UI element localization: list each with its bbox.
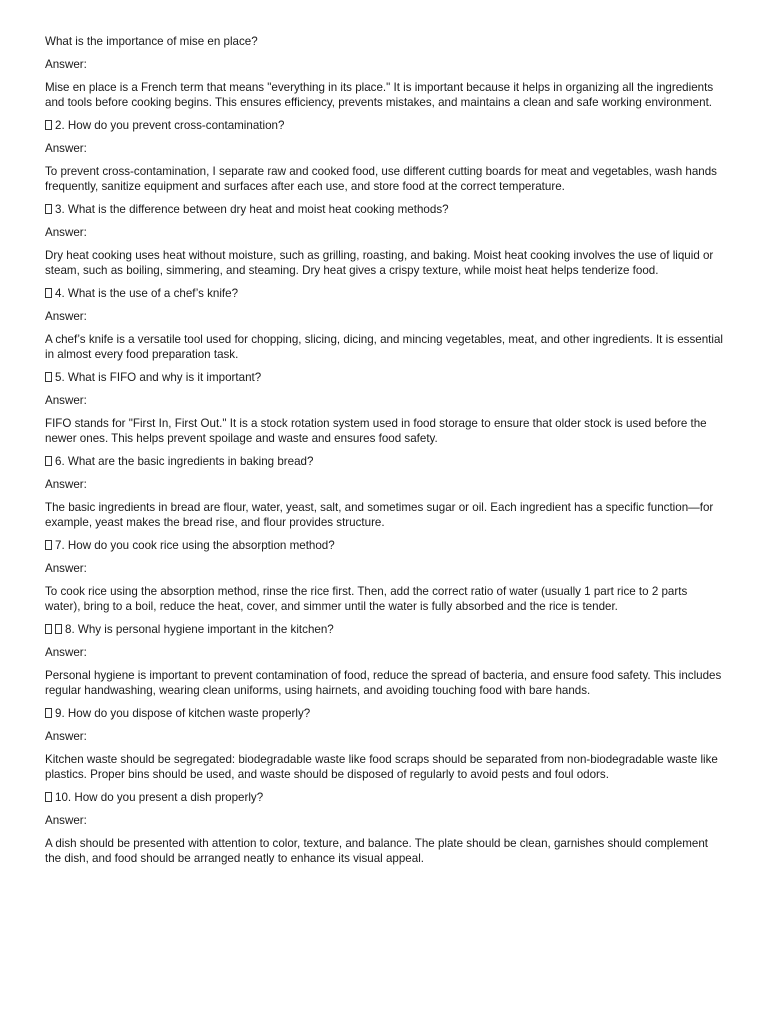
answer-10: A dish should be presented with attention to color, texture, and balance. The plate should be clean, garnishes should complement the dish, and food should be arranged neatly to enhance its visual appeal. — [45, 837, 708, 865]
missing-glyph-icon — [45, 288, 52, 298]
missing-glyph-icon — [45, 120, 52, 130]
question-3 — [45, 202, 725, 217]
question-9-text: 9. How do you dispose of kitchen waste properly? — [55, 707, 311, 720]
answer-9: Kitchen waste should be segregated: biodegradable waste like food scraps should be separated from non-biodegradable waste like plastics. Proper bins should be used, and waste should be disposed of regularly to avoid pests and foul odors. — [45, 753, 718, 781]
document-page — [45, 34, 725, 874]
answer-6: The basic ingredients in bread are flour, water, yeast, salt, and sometimes sugar or oil. Each ingredient has a specific function—for example, yeast makes the bread rise, and flour provides structure. — [45, 501, 714, 529]
answer-4: A chef’s knife is a versatile tool used for chopping, slicing, dicing, and mincing vegetables, meat, and other ingredients. It is essential in almost every food preparation task. — [45, 333, 723, 361]
question-10 — [45, 790, 725, 805]
answer-5: FIFO stands for "First In, First Out." It is a stock rotation system used in food storage to ensure that older stock is used before the newer ones. This helps prevent spoilage and waste and ensures food safety. — [45, 417, 707, 445]
answer-label-2: Answer: — [45, 142, 87, 155]
question-5-text: 5. What is FIFO and why is it important? — [55, 371, 262, 384]
question-4 — [45, 286, 725, 301]
answer-label-3: Answer: — [45, 226, 87, 239]
answer-8: Personal hygiene is important to prevent contamination of food, reduce the spread of bacteria, and ensure food safety. This includes regular handwashing, wearing clean uniforms, using hairnets, and avoiding touching food with bare hands. — [45, 669, 722, 697]
answer-2: To prevent cross-contamination, I separate raw and cooked food, use different cutting boards for meat and vegetables, wash hands frequently, sanitize equipment and surfaces after each use, and store food at the correct temperature. — [45, 165, 717, 193]
question-2-text: 2. How do you prevent cross-contamination? — [55, 119, 285, 132]
question-1-text: What is the importance of mise en place? — [45, 35, 258, 48]
answer-label-7: Answer: — [45, 562, 87, 575]
answer-label-9: Answer: — [45, 730, 87, 743]
question-2 — [45, 118, 725, 133]
missing-glyph-icon — [45, 708, 52, 718]
question-8 — [45, 622, 725, 637]
missing-glyph-icon — [55, 624, 62, 634]
question-10-text: 10. How do you present a dish properly? — [55, 791, 264, 804]
missing-glyph-icon — [45, 624, 52, 634]
missing-glyph-icon — [45, 540, 52, 550]
question-7 — [45, 538, 725, 553]
missing-glyph-icon — [45, 372, 52, 382]
question-3-text: 3. What is the difference between dry heat and moist heat cooking methods? — [55, 203, 449, 216]
answer-7: To cook rice using the absorption method, rinse the rice first. Then, add the correct ratio of water (usually 1 part rice to 2 parts water), bring to a boil, reduce the heat, cover, and simmer until the water is fully absorbed and the rice is tender. — [45, 585, 688, 613]
answer-label-8: Answer: — [45, 646, 87, 659]
missing-glyph-icon — [45, 792, 52, 802]
answer-label-10: Answer: — [45, 814, 87, 827]
missing-glyph-icon — [45, 204, 52, 214]
question-6-text: 6. What are the basic ingredients in baking bread? — [55, 455, 314, 468]
answer-label-5: Answer: — [45, 394, 87, 407]
answer-3: Dry heat cooking uses heat without moisture, such as grilling, roasting, and baking. Moist heat cooking involves the use of liquid or steam, such as boiling, simmering, and steaming. Dry heat gives a crispy texture, while moist heat helps tenderize food. — [45, 249, 714, 277]
question-9 — [45, 706, 725, 721]
missing-glyph-icon — [45, 456, 52, 466]
question-7-text: 7. How do you cook rice using the absorption method? — [55, 539, 335, 552]
answer-label-4: Answer: — [45, 310, 87, 323]
question-5 — [45, 370, 725, 385]
answer-label-6: Answer: — [45, 478, 87, 491]
question-4-text: 4. What is the use of a chef’s knife? — [55, 287, 239, 300]
question-1 — [45, 34, 725, 49]
question-6 — [45, 454, 725, 469]
answer-1: Mise en place is a French term that means "everything in its place." It is important because it helps in organizing all the ingredients and tools before cooking begins. This ensures efficiency, prevents mistakes, and maintains a clean and safe working environment. — [45, 81, 714, 109]
answer-label-1: Answer: — [45, 58, 87, 71]
question-8-text: 8. Why is personal hygiene important in the kitchen? — [65, 623, 334, 636]
